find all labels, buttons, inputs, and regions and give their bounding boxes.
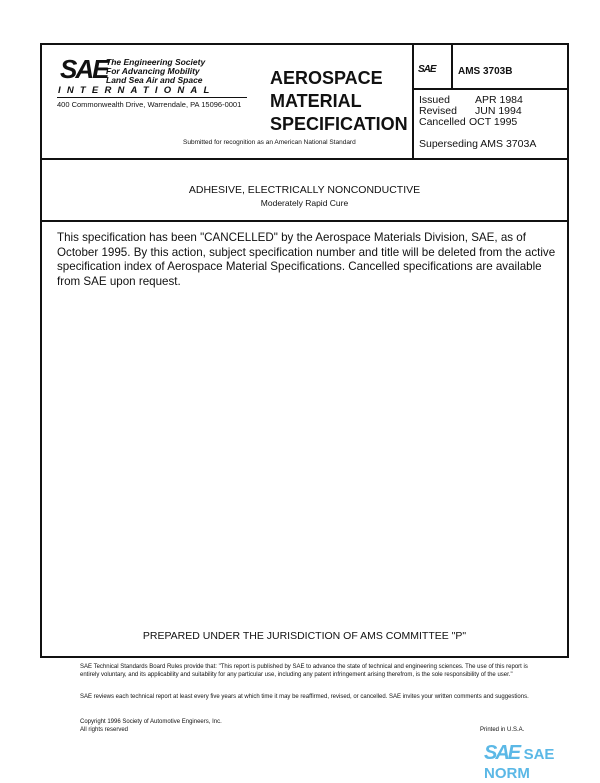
address: 400 Commonwealth Drive, Warrendale, PA 15096-0001 (57, 100, 242, 109)
address-rule (57, 97, 247, 98)
submitted-note: Submitted for recognition as an American National Standard (183, 139, 356, 146)
sae-logo: SAE (60, 54, 108, 84)
document-number: AMS 3703B (458, 66, 513, 77)
divider (412, 88, 569, 90)
doc-type-line: MATERIAL (270, 91, 362, 111)
date-block (419, 95, 523, 128)
date-label: Cancelled (419, 116, 466, 128)
review-note: SAE reviews each technical report at least every five years at which time it may be reaffirmed, revised, or cancelled. SAE invites your written comments and suggestions. (80, 694, 529, 700)
superseding: Superseding AMS 3703A (419, 138, 537, 150)
cancellation-notice: This specification has been "CANCELLED" by the Aerospace Materials Division, SAE, as of October 1995. By this action, subject specification number and title will be deleted from the active specification index of Aerospace Material Specifications. Cancelled specifications are available from SAE upon request. (57, 231, 556, 288)
date-cancelled (419, 117, 523, 128)
doc-type-line: SPECIFICATION (270, 114, 408, 134)
spec-title (40, 184, 569, 208)
watermark-logo: SAE (484, 742, 520, 764)
rights: All rights reserved (80, 726, 129, 733)
tagline-line: Land Sea Air and Space (106, 75, 203, 85)
tagline-line: The Engineering Society (106, 57, 206, 67)
title-sub: Moderately Rapid Cure (260, 198, 349, 208)
document-type (270, 67, 408, 136)
tagline-line: For Advancing Mobility (106, 66, 200, 76)
doc-type-line: AEROSPACE (270, 68, 383, 88)
copyright: Copyright 1996 Society of Automotive Engineers, Inc. (80, 719, 222, 725)
printed-in: Printed in U.S.A. (480, 727, 525, 733)
date-label: Issued (419, 94, 450, 106)
divider (40, 158, 569, 160)
date-label: Revised (419, 105, 457, 117)
board-rules: SAE Technical Standards Board Rules provide that: "This report is published by SAE to advance the state of technical and engineering sciences. The use of this report is entirely voluntary, and its applicability and suitability for any particular use, including any patent infringement arising therefrom, is the sole responsibility of the user." (80, 664, 528, 678)
prepared-statement: PREPARED UNDER THE JURISDICTION OF AMS COMMITTEE "P" (142, 630, 467, 642)
divider (412, 43, 414, 159)
sae-norm-watermark (484, 742, 600, 783)
small-sae-logo: SAE (418, 64, 436, 75)
date-value: OCT 1995 (469, 116, 518, 128)
divider (451, 43, 453, 89)
title-main: ADHESIVE, ELECTRICALLY NONCONDUCTIVE (188, 184, 421, 196)
watermark-text: SAE NORM (484, 746, 555, 782)
date-value: JUN 1994 (475, 105, 522, 117)
divider (40, 220, 569, 222)
logo-international: INTERNATIONAL (58, 85, 216, 96)
date-value: APR 1984 (475, 94, 523, 106)
sae-tagline (106, 58, 205, 85)
